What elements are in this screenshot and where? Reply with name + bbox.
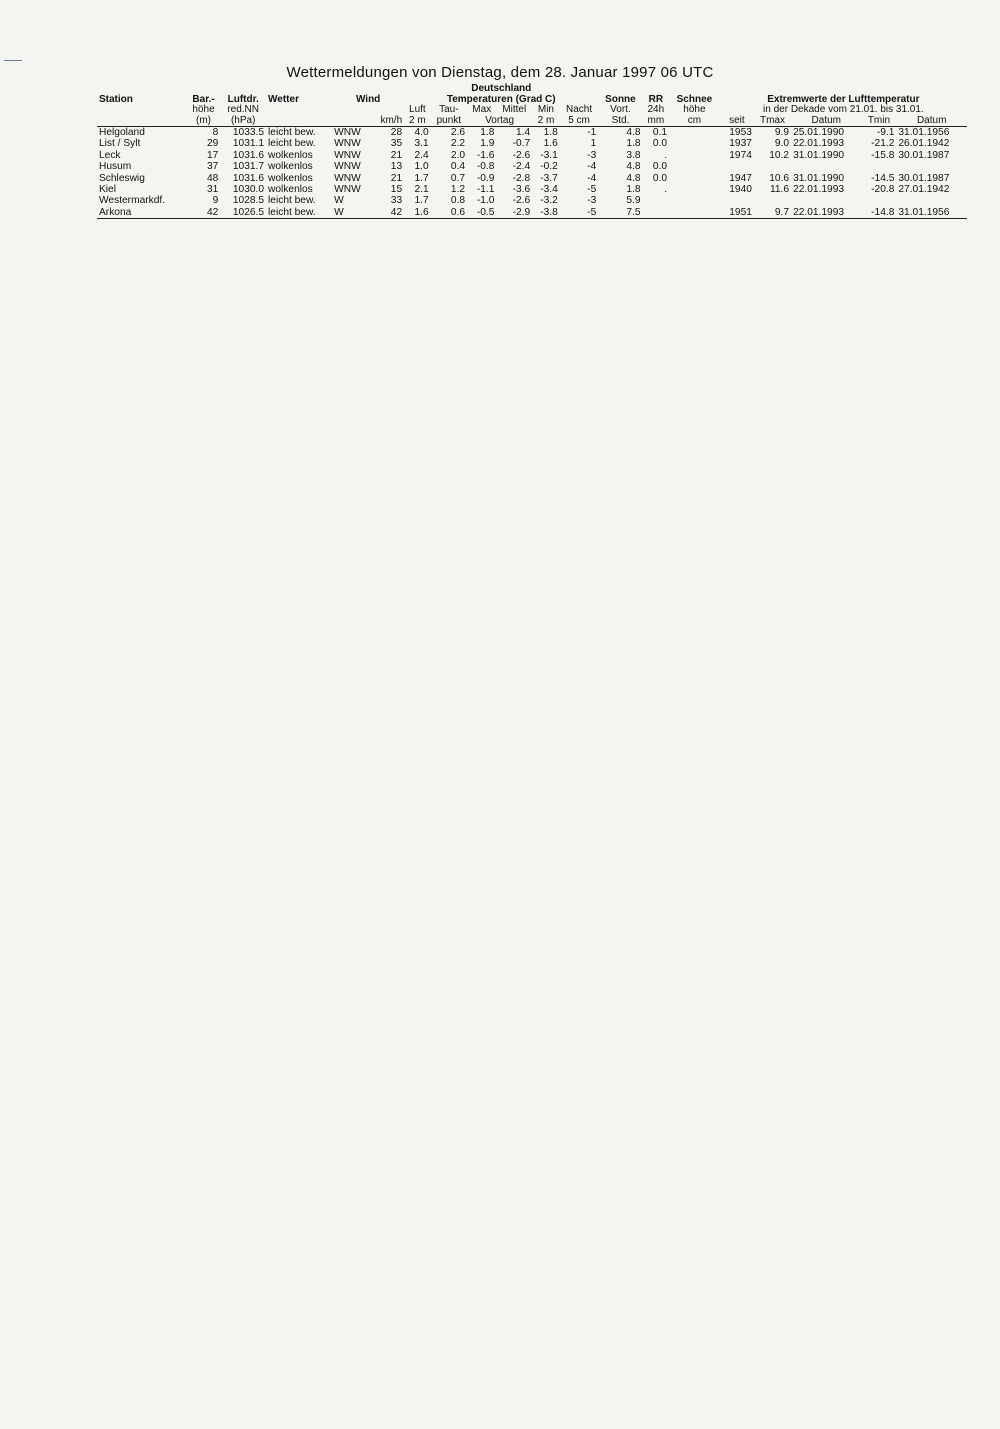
col-rr: RR (648, 93, 664, 105)
col-station: Station (99, 93, 133, 105)
station-cell: 2.6 (450, 127, 466, 138)
station-cell (720, 195, 754, 206)
station-cell (669, 127, 720, 139)
unit-m: (m) (196, 114, 212, 126)
station-cell: 1.4 (515, 127, 531, 138)
unit-5cm: 5 cm (568, 114, 590, 126)
station-cell: -0.5 (467, 207, 496, 219)
station-cell: 3.8 (626, 149, 641, 161)
col-vort: Vort. (610, 104, 631, 115)
station-name: Kiel (99, 184, 116, 196)
station-cell: 4.0 (414, 127, 429, 138)
station-cell (754, 161, 791, 172)
unit-seit: seit (729, 114, 745, 126)
unit-hpa: (hPa) (230, 114, 256, 126)
station-cell (669, 150, 720, 161)
station-cell: -4 (587, 172, 597, 184)
station-cell: leicht bew. (268, 138, 316, 150)
station-cell: 33 (390, 195, 403, 207)
unit-2m: 2 m (409, 114, 426, 126)
col-hoehe: höhe (192, 104, 215, 115)
station-cell: 13 (390, 161, 403, 173)
station-cell: 1030.0 (232, 184, 265, 196)
station-cell: . (664, 149, 668, 161)
unit-datum2: Datum (916, 114, 947, 126)
station-cell: -3.2 (540, 195, 558, 207)
station-cell: -0.8 (476, 161, 495, 173)
station-cell: 4.8 (626, 172, 641, 184)
station-cell: -5 (560, 207, 599, 219)
station-cell: 1.7 (414, 195, 429, 207)
station-cell: -3 (587, 149, 597, 161)
station-cell: 0.0 (652, 161, 668, 173)
col-nacht: Nacht (565, 104, 593, 115)
col-mittel: Mittel (502, 104, 527, 115)
station-cell: 1.8 (543, 127, 558, 138)
station-cell: -2.9 (496, 207, 532, 219)
unit-datum1: Datum (811, 114, 841, 126)
station-cell: -2.4 (512, 161, 531, 173)
station-row (97, 184, 967, 195)
col-rednn: red.NN (227, 104, 260, 115)
table-header (97, 84, 967, 127)
col-wetter: Wetter (268, 93, 299, 105)
station-cell (862, 195, 897, 206)
station-cell: 30.01.1987 (898, 149, 950, 161)
station-cell: 1031.7 (232, 161, 265, 173)
col-temp: Temperaturen (Grad C) (446, 93, 556, 105)
station-name: Husum (99, 161, 132, 173)
station-cell: 1.8 (626, 138, 641, 150)
station-cell (720, 161, 754, 172)
station-cell (791, 161, 861, 172)
station-cell: 1951 (720, 207, 754, 219)
station-cell: 0.1 (652, 127, 668, 138)
station-cell: -2.6 (512, 195, 531, 207)
station-cell: wolkenlos (268, 149, 313, 161)
station-cell: -3.7 (540, 172, 558, 184)
col-extrem: Extremwerte der Lufttemperatur (767, 93, 920, 105)
col-luft: Luft (409, 104, 426, 115)
station-cell: W (334, 195, 344, 207)
station-cell: 1 (590, 138, 597, 150)
unit-tmax: Tmax (759, 114, 785, 126)
station-cell: 3.1 (414, 138, 429, 150)
station-cell: 31.01.1990 (793, 172, 845, 184)
station-cell: 0.7 (450, 172, 466, 184)
station-cell: 1.7 (414, 172, 429, 184)
station-cell: 1.9 (480, 138, 495, 150)
station-cell: 37 (206, 161, 219, 173)
station-cell: 4.8 (626, 127, 641, 138)
station-cell: -3.6 (512, 184, 531, 196)
unit-tmin: Tmin (867, 114, 891, 126)
station-cell: WNW (334, 161, 361, 173)
station-cell: 4.8 (626, 161, 641, 173)
station-cell: 30.01.1987 (898, 172, 950, 184)
station-cell: 1940 (729, 184, 752, 196)
unit-min2m: 2 m (537, 114, 555, 126)
station-cell: -15.8 (871, 149, 895, 161)
station-name: Arkona (97, 207, 187, 219)
station-cell: 1033.5 (232, 127, 265, 138)
station-cell: 1031.6 (232, 172, 265, 184)
station-cell: 8 (212, 127, 219, 138)
unit-punkt: punkt (436, 114, 462, 126)
station-cell: 0.4 (450, 161, 466, 173)
station-cell: 21 (390, 149, 403, 161)
station-cell: . (664, 184, 668, 196)
station-cell: 1974 (729, 149, 752, 161)
station-cell: 15 (390, 184, 403, 196)
station-cell: 9.9 (774, 127, 790, 138)
station-cell: 9 (212, 195, 219, 207)
station-cell: WNW (334, 149, 361, 161)
station-cell: 22.01.1993 (793, 184, 845, 196)
station-row (97, 127, 967, 139)
station-cell: 1026.5 (220, 207, 266, 219)
station-cell: 31.01.1956 (898, 127, 950, 138)
station-cell (669, 195, 720, 206)
station-cell: 21 (390, 172, 403, 184)
station-cell: 1937 (729, 138, 752, 150)
station-cell: 22.01.1993 (793, 138, 845, 150)
station-cell: 29 (206, 138, 219, 150)
unit-mm: mm (647, 114, 665, 126)
station-cell: W (332, 207, 371, 219)
col-luftdr: Luftdr. (227, 93, 259, 105)
station-cell: leicht bew. (266, 207, 332, 219)
station-cell: WNW (334, 138, 361, 150)
report-title: Wettermeldungen von Dienstag, dem 28. Januar 1997 06 UTC (286, 64, 714, 81)
col-24h: 24h (647, 104, 665, 115)
col-bar: Bar.- (192, 93, 215, 105)
col-schnee: Schnee (676, 93, 713, 105)
station-cell: 0.6 (431, 207, 467, 219)
station-cell: 1031.6 (232, 149, 265, 161)
station-cell: 5.9 (626, 195, 641, 207)
station-cell (669, 207, 720, 219)
station-cell: -3 (587, 195, 597, 207)
station-cell: 28 (390, 127, 403, 138)
station-cell: WNW (334, 127, 361, 138)
station-cell: -2.8 (512, 172, 531, 184)
station-cell: 10.2 (769, 149, 790, 161)
station-cell: WNW (334, 184, 361, 196)
col-max: Max (472, 104, 492, 115)
station-cell: 1.2 (450, 184, 466, 196)
station-cell: -1.0 (476, 195, 495, 207)
station-cell: 0.8 (450, 195, 466, 207)
station-cell (643, 207, 669, 219)
station-cell: 1947 (729, 172, 752, 184)
station-cell: -0.7 (512, 138, 531, 150)
col-min: Min (537, 104, 554, 115)
station-cell: -1.1 (476, 184, 495, 196)
station-cell (862, 161, 897, 172)
station-cell: leicht bew. (268, 195, 316, 207)
region-label: Deutschland (471, 83, 532, 94)
station-cell: 10.6 (769, 172, 790, 184)
unit-vortag: Vortag (485, 114, 515, 126)
station-cell: -20.8 (871, 184, 895, 196)
station-cell: 2.2 (450, 138, 466, 150)
station-cell: 48 (206, 172, 219, 184)
station-cell: 35 (390, 138, 403, 150)
station-cell: 25.01.1990 (793, 127, 845, 138)
station-cell: 1028.5 (232, 195, 265, 207)
station-cell: 1.0 (414, 161, 429, 173)
station-cell: leicht bew. (268, 127, 316, 138)
station-name: Schleswig (99, 172, 145, 184)
station-cell: -0.9 (476, 172, 495, 184)
station-cell: -4 (587, 161, 597, 173)
station-cell: 1031.1 (232, 138, 265, 150)
station-cell: -2.6 (512, 149, 531, 161)
station-cell: 1.8 (480, 127, 495, 138)
station-cell: WNW (334, 172, 361, 184)
station-cell: 9.0 (774, 138, 790, 150)
col-tau: Tau- (439, 104, 459, 115)
station-cell (896, 161, 967, 172)
station-cell: 1953 (729, 127, 752, 138)
unit-std: Std. (611, 114, 630, 126)
station-cell (754, 195, 791, 206)
station-cell: 1.8 (626, 184, 641, 196)
station-cell (669, 138, 720, 149)
station-cell: 7.5 (598, 207, 642, 219)
col-wind: Wind (355, 93, 381, 105)
station-cell: 9.7 (754, 207, 791, 219)
edge-mark (4, 60, 22, 61)
station-cell: -3.4 (540, 184, 558, 196)
station-cell: -3.1 (540, 149, 558, 161)
station-name: Leck (99, 149, 121, 161)
station-cell: -14.8 (862, 207, 897, 219)
col-dekade: in der Dekade vom 21.01. bis 31.01. (763, 104, 924, 115)
station-row (97, 195, 967, 206)
weather-table (97, 84, 967, 219)
station-cell: 31.01.1956 (896, 207, 967, 219)
station-cell (643, 195, 669, 206)
station-cell (669, 184, 720, 195)
station-cell (669, 161, 720, 172)
station-cell: 31 (206, 184, 219, 196)
station-cell: 0.0 (652, 172, 668, 184)
station-cell: -9.1 (876, 127, 895, 138)
unit-cm: cm (687, 114, 702, 126)
station-cell: 0.0 (652, 138, 668, 150)
station-cell: 42 (371, 207, 404, 219)
station-cell: 17 (206, 149, 219, 161)
station-name: List / Sylt (99, 138, 141, 150)
station-cell: wolkenlos (268, 161, 313, 173)
station-cell: 22.01.1993 (791, 207, 861, 219)
station-cell: -1.6 (476, 149, 495, 161)
station-cell (791, 195, 861, 206)
unit-kmh: km/h (380, 114, 403, 126)
station-cell: 26.01.1942 (898, 138, 950, 150)
station-cell (669, 173, 720, 184)
station-row (97, 138, 967, 149)
station-group (97, 127, 967, 219)
station-cell: 27.01.1942 (898, 184, 950, 196)
station-cell: 11.6 (769, 184, 790, 196)
station-cell: 31.01.1990 (793, 149, 845, 161)
station-cell: wolkenlos (268, 184, 313, 196)
station-row (97, 150, 967, 161)
station-cell (896, 195, 967, 206)
station-cell: 2.0 (450, 149, 466, 161)
station-row (97, 207, 967, 219)
station-cell: 1.6 (543, 138, 558, 150)
station-cell: 2.1 (414, 184, 429, 196)
station-cell: -1 (587, 127, 597, 138)
station-row (97, 161, 967, 172)
station-name: Helgoland (99, 127, 145, 138)
station-cell: -21.2 (871, 138, 895, 150)
station-cell: 42 (187, 207, 221, 219)
station-cell: 2.4 (414, 149, 429, 161)
station-row (97, 173, 967, 184)
station-cell: -5 (587, 184, 597, 196)
col-shoehe: höhe (683, 104, 706, 115)
station-cell: -14.5 (871, 172, 895, 184)
station-cell: wolkenlos (268, 172, 313, 184)
station-cell: -0.2 (540, 161, 558, 173)
col-sonne: Sonne (605, 93, 636, 105)
station-name: Westermarkdf. (99, 195, 166, 207)
station-cell: -3.8 (532, 207, 560, 219)
station-cell: 1.6 (404, 207, 430, 219)
